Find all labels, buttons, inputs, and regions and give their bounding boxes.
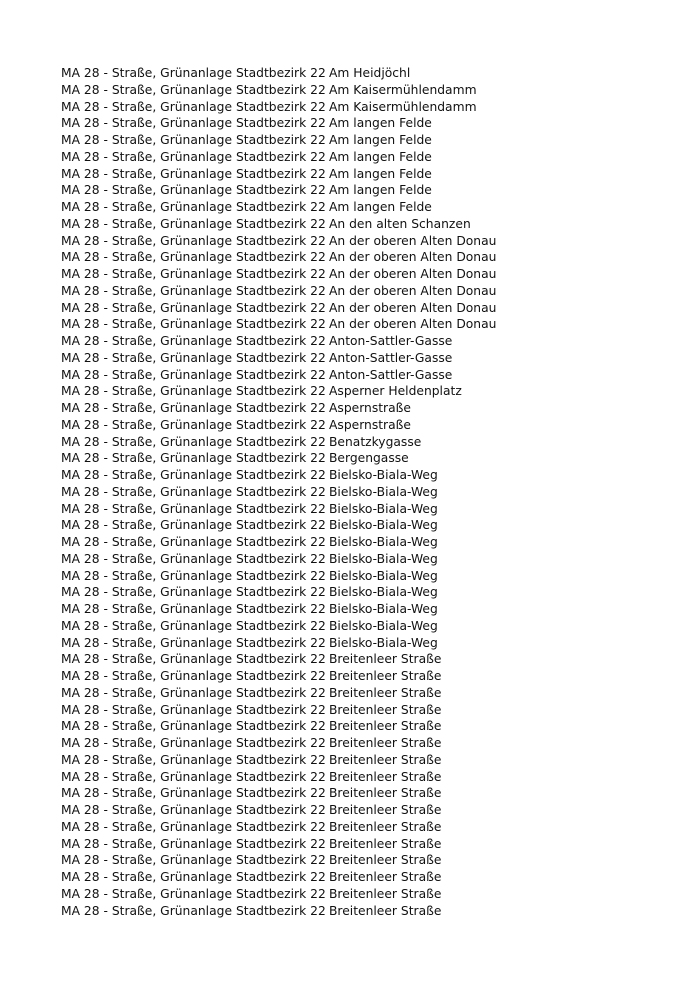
- street-cell: Aspernstraße: [329, 401, 411, 415]
- street-cell: Breitenleer Straße: [329, 786, 442, 801]
- district-cell: Stadtbezirk 22: [236, 602, 326, 616]
- district-cell: Stadtbezirk 22: [236, 518, 326, 533]
- district-cell: Stadtbezirk 22: [236, 652, 326, 667]
- department-cell: MA 28 - Straße, Grünanlage: [61, 334, 233, 348]
- table-row: [61, 400, 589, 417]
- table-row: [61, 903, 589, 920]
- department-cell: MA 28 - Straße, Grünanlage: [61, 535, 233, 549]
- street-cell: Breitenleer Straße: [329, 853, 442, 868]
- department-cell: MA 28 - Straße, Grünanlage: [61, 752, 233, 767]
- table-row: [61, 300, 589, 317]
- district-cell: Stadtbezirk 22: [236, 317, 326, 332]
- department-cell: MA 28 - Straße, Grünanlage: [61, 685, 233, 700]
- table-row: [61, 718, 589, 735]
- district-cell: Stadtbezirk 22: [236, 149, 326, 164]
- table-row: [61, 82, 589, 99]
- table-row: [61, 99, 589, 116]
- district-cell: Stadtbezirk 22: [236, 736, 326, 750]
- street-cell: Breitenleer Straße: [329, 702, 442, 717]
- table-row: [61, 534, 589, 551]
- department-cell: MA 28 - Straße, Grünanlage: [61, 317, 233, 332]
- table-row: [61, 635, 589, 652]
- department-cell: MA 28 - Straße, Grünanlage: [61, 250, 233, 265]
- department-cell: MA 28 - Straße, Grünanlage: [61, 133, 233, 147]
- district-cell: Stadtbezirk 22: [236, 82, 326, 97]
- department-cell: MA 28 - Straße, Grünanlage: [61, 283, 233, 298]
- street-cell: Bielsko-Biala-Weg: [329, 551, 438, 566]
- street-cell: Bielsko-Biala-Weg: [329, 468, 438, 482]
- data-table: [61, 65, 589, 919]
- street-cell: An der oberen Alten Donau: [329, 317, 497, 332]
- street-cell: Breitenleer Straße: [329, 870, 442, 884]
- street-cell: Am langen Felde: [329, 200, 432, 214]
- table-row: [61, 450, 589, 467]
- department-cell: MA 28 - Straße, Grünanlage: [61, 853, 233, 868]
- street-cell: Bergengasse: [329, 451, 409, 466]
- department-cell: MA 28 - Straße, Grünanlage: [61, 99, 233, 114]
- street-cell: Bielsko-Biala-Weg: [329, 635, 438, 650]
- department-cell: MA 28 - Straße, Grünanlage: [61, 66, 233, 80]
- department-cell: MA 28 - Straße, Grünanlage: [61, 116, 233, 131]
- table-row: [61, 769, 589, 786]
- district-cell: Stadtbezirk 22: [236, 200, 326, 214]
- district-cell: Stadtbezirk 22: [236, 752, 326, 767]
- department-cell: MA 28 - Straße, Grünanlage: [61, 233, 233, 248]
- department-cell: MA 28 - Straße, Grünanlage: [61, 568, 233, 583]
- table-row: [61, 249, 589, 266]
- table-row: [61, 283, 589, 300]
- district-cell: Stadtbezirk 22: [236, 786, 326, 801]
- district-cell: Stadtbezirk 22: [236, 250, 326, 265]
- table-row: [61, 367, 589, 384]
- district-cell: Stadtbezirk 22: [236, 116, 326, 131]
- table-row: [61, 417, 589, 434]
- district-cell: Stadtbezirk 22: [236, 183, 326, 198]
- department-cell: MA 28 - Straße, Grünanlage: [61, 736, 233, 750]
- department-cell: MA 28 - Straße, Grünanlage: [61, 518, 233, 533]
- street-cell: Breitenleer Straße: [329, 719, 442, 734]
- department-cell: MA 28 - Straße, Grünanlage: [61, 886, 233, 901]
- street-cell: An der oberen Alten Donau: [329, 250, 497, 265]
- street-cell: Am Kaisermühlendamm: [329, 82, 477, 97]
- table-row: [61, 233, 589, 250]
- street-cell: Breitenleer Straße: [329, 685, 442, 700]
- department-cell: MA 28 - Straße, Grünanlage: [61, 870, 233, 884]
- street-cell: Bielsko-Biala-Weg: [329, 501, 438, 516]
- district-cell: Stadtbezirk 22: [236, 350, 326, 365]
- street-cell: Anton-Sattler-Gasse: [329, 334, 453, 348]
- table-row: [61, 584, 589, 601]
- street-cell: Bielsko-Biala-Weg: [329, 518, 438, 533]
- department-cell: MA 28 - Straße, Grünanlage: [61, 803, 233, 817]
- district-cell: Stadtbezirk 22: [236, 468, 326, 482]
- district-cell: Stadtbezirk 22: [236, 886, 326, 901]
- street-cell: Am langen Felde: [329, 166, 432, 181]
- department-cell: MA 28 - Straße, Grünanlage: [61, 149, 233, 164]
- department-cell: MA 28 - Straße, Grünanlage: [61, 551, 233, 566]
- district-cell: Stadtbezirk 22: [236, 267, 326, 281]
- table-row: [61, 651, 589, 668]
- district-cell: Stadtbezirk 22: [236, 836, 326, 851]
- table-row: [61, 819, 589, 836]
- street-cell: Breitenleer Straße: [329, 769, 442, 784]
- department-cell: MA 28 - Straße, Grünanlage: [61, 468, 233, 482]
- department-cell: MA 28 - Straße, Grünanlage: [61, 769, 233, 784]
- department-cell: MA 28 - Straße, Grünanlage: [61, 635, 233, 650]
- district-cell: Stadtbezirk 22: [236, 384, 326, 399]
- district-cell: Stadtbezirk 22: [236, 216, 326, 231]
- table-row: [61, 182, 589, 199]
- department-cell: MA 28 - Straße, Grünanlage: [61, 434, 233, 449]
- district-cell: Stadtbezirk 22: [236, 283, 326, 298]
- department-cell: MA 28 - Straße, Grünanlage: [61, 200, 233, 214]
- street-cell: Breitenleer Straße: [329, 803, 442, 817]
- table-row: [61, 115, 589, 132]
- table-row: [61, 316, 589, 333]
- street-cell: Am langen Felde: [329, 133, 432, 147]
- table-row: [61, 668, 589, 685]
- district-cell: Stadtbezirk 22: [236, 769, 326, 784]
- table-row: [61, 852, 589, 869]
- table-row: [61, 785, 589, 802]
- district-cell: Stadtbezirk 22: [236, 685, 326, 700]
- table-row: [61, 132, 589, 149]
- district-cell: Stadtbezirk 22: [236, 568, 326, 583]
- district-cell: Stadtbezirk 22: [236, 367, 326, 382]
- table-row: [61, 199, 589, 216]
- street-cell: An der oberen Alten Donau: [329, 283, 497, 298]
- department-cell: MA 28 - Straße, Grünanlage: [61, 82, 233, 97]
- district-cell: Stadtbezirk 22: [236, 702, 326, 717]
- table-row: [61, 685, 589, 702]
- district-cell: Stadtbezirk 22: [236, 99, 326, 114]
- table-row: [61, 166, 589, 183]
- department-cell: MA 28 - Straße, Grünanlage: [61, 484, 233, 499]
- table-row: [61, 618, 589, 635]
- table-row: [61, 702, 589, 719]
- street-cell: Bielsko-Biala-Weg: [329, 535, 438, 549]
- district-cell: Stadtbezirk 22: [236, 803, 326, 817]
- table-row: [61, 568, 589, 585]
- district-cell: Stadtbezirk 22: [236, 133, 326, 147]
- street-cell: Breitenleer Straße: [329, 652, 442, 667]
- table-row: [61, 350, 589, 367]
- department-cell: MA 28 - Straße, Grünanlage: [61, 602, 233, 616]
- district-cell: Stadtbezirk 22: [236, 434, 326, 449]
- street-cell: An der oberen Alten Donau: [329, 300, 497, 315]
- department-cell: MA 28 - Straße, Grünanlage: [61, 451, 233, 466]
- district-cell: Stadtbezirk 22: [236, 166, 326, 181]
- table-row: [61, 836, 589, 853]
- department-cell: MA 28 - Straße, Grünanlage: [61, 501, 233, 516]
- street-cell: Bielsko-Biala-Weg: [329, 484, 438, 499]
- table-row: [61, 517, 589, 534]
- street-cell: Benatzkygasse: [329, 434, 422, 449]
- department-cell: MA 28 - Straße, Grünanlage: [61, 719, 233, 734]
- street-cell: Bielsko-Biala-Weg: [329, 602, 438, 616]
- district-cell: Stadtbezirk 22: [236, 401, 326, 415]
- department-cell: MA 28 - Straße, Grünanlage: [61, 267, 233, 281]
- street-cell: Aspernstraße: [329, 417, 411, 432]
- district-cell: Stadtbezirk 22: [236, 819, 326, 834]
- street-cell: Breitenleer Straße: [329, 836, 442, 851]
- department-cell: MA 28 - Straße, Grünanlage: [61, 367, 233, 382]
- street-cell: Breitenleer Straße: [329, 903, 442, 918]
- street-cell: Bielsko-Biala-Weg: [329, 568, 438, 583]
- district-cell: Stadtbezirk 22: [236, 853, 326, 868]
- district-cell: Stadtbezirk 22: [236, 501, 326, 516]
- street-cell: An der oberen Alten Donau: [329, 267, 497, 281]
- district-cell: Stadtbezirk 22: [236, 551, 326, 566]
- district-cell: Stadtbezirk 22: [236, 66, 326, 80]
- department-cell: MA 28 - Straße, Grünanlage: [61, 216, 233, 231]
- street-cell: An der oberen Alten Donau: [329, 233, 497, 248]
- district-cell: Stadtbezirk 22: [236, 870, 326, 884]
- district-cell: Stadtbezirk 22: [236, 585, 326, 600]
- street-cell: Am Heidjöchl: [329, 66, 411, 80]
- district-cell: Stadtbezirk 22: [236, 484, 326, 499]
- district-cell: Stadtbezirk 22: [236, 334, 326, 348]
- street-cell: Bielsko-Biala-Weg: [329, 585, 438, 600]
- district-cell: Stadtbezirk 22: [236, 417, 326, 432]
- table-row: [61, 434, 589, 451]
- table-row: [61, 802, 589, 819]
- street-cell: Anton-Sattler-Gasse: [329, 350, 453, 365]
- table-row: [61, 65, 589, 82]
- department-cell: MA 28 - Straße, Grünanlage: [61, 300, 233, 315]
- district-cell: Stadtbezirk 22: [236, 300, 326, 315]
- department-cell: MA 28 - Straße, Grünanlage: [61, 384, 233, 399]
- street-cell: An den alten Schanzen: [329, 216, 471, 231]
- table-row: [61, 216, 589, 233]
- district-cell: Stadtbezirk 22: [236, 618, 326, 633]
- street-cell: Anton-Sattler-Gasse: [329, 367, 453, 382]
- table-row: [61, 484, 589, 501]
- department-cell: MA 28 - Straße, Grünanlage: [61, 786, 233, 801]
- department-cell: MA 28 - Straße, Grünanlage: [61, 401, 233, 415]
- district-cell: Stadtbezirk 22: [236, 635, 326, 650]
- department-cell: MA 28 - Straße, Grünanlage: [61, 166, 233, 181]
- table-row: [61, 149, 589, 166]
- department-cell: MA 28 - Straße, Grünanlage: [61, 819, 233, 834]
- district-cell: Stadtbezirk 22: [236, 535, 326, 549]
- street-cell: Am langen Felde: [329, 116, 432, 131]
- table-row: [61, 333, 589, 350]
- street-cell: Am langen Felde: [329, 149, 432, 164]
- street-cell: Asperner Heldenplatz: [329, 384, 462, 399]
- district-cell: Stadtbezirk 22: [236, 903, 326, 918]
- table-row: [61, 501, 589, 518]
- department-cell: MA 28 - Straße, Grünanlage: [61, 702, 233, 717]
- table-row: [61, 869, 589, 886]
- street-cell: Breitenleer Straße: [329, 886, 442, 901]
- street-cell: Am langen Felde: [329, 183, 432, 198]
- street-cell: Am Kaisermühlendamm: [329, 99, 477, 114]
- department-cell: MA 28 - Straße, Grünanlage: [61, 417, 233, 432]
- street-cell: Bielsko-Biala-Weg: [329, 618, 438, 633]
- table-row: [61, 601, 589, 618]
- table-row: [61, 752, 589, 769]
- district-cell: Stadtbezirk 22: [236, 233, 326, 248]
- table-row: [61, 266, 589, 283]
- table-row: [61, 551, 589, 568]
- street-cell: Breitenleer Straße: [329, 752, 442, 767]
- district-cell: Stadtbezirk 22: [236, 669, 326, 683]
- department-cell: MA 28 - Straße, Grünanlage: [61, 903, 233, 918]
- department-cell: MA 28 - Straße, Grünanlage: [61, 350, 233, 365]
- department-cell: MA 28 - Straße, Grünanlage: [61, 836, 233, 851]
- table-row: [61, 886, 589, 903]
- district-cell: Stadtbezirk 22: [236, 451, 326, 466]
- street-cell: Breitenleer Straße: [329, 736, 442, 750]
- table-row: [61, 467, 589, 484]
- department-cell: MA 28 - Straße, Grünanlage: [61, 183, 233, 198]
- street-cell: Breitenleer Straße: [329, 819, 442, 834]
- department-cell: MA 28 - Straße, Grünanlage: [61, 585, 233, 600]
- department-cell: MA 28 - Straße, Grünanlage: [61, 618, 233, 633]
- table-row: [61, 735, 589, 752]
- table-row: [61, 383, 589, 400]
- department-cell: MA 28 - Straße, Grünanlage: [61, 669, 233, 683]
- department-cell: MA 28 - Straße, Grünanlage: [61, 652, 233, 667]
- street-cell: Breitenleer Straße: [329, 669, 442, 683]
- district-cell: Stadtbezirk 22: [236, 719, 326, 734]
